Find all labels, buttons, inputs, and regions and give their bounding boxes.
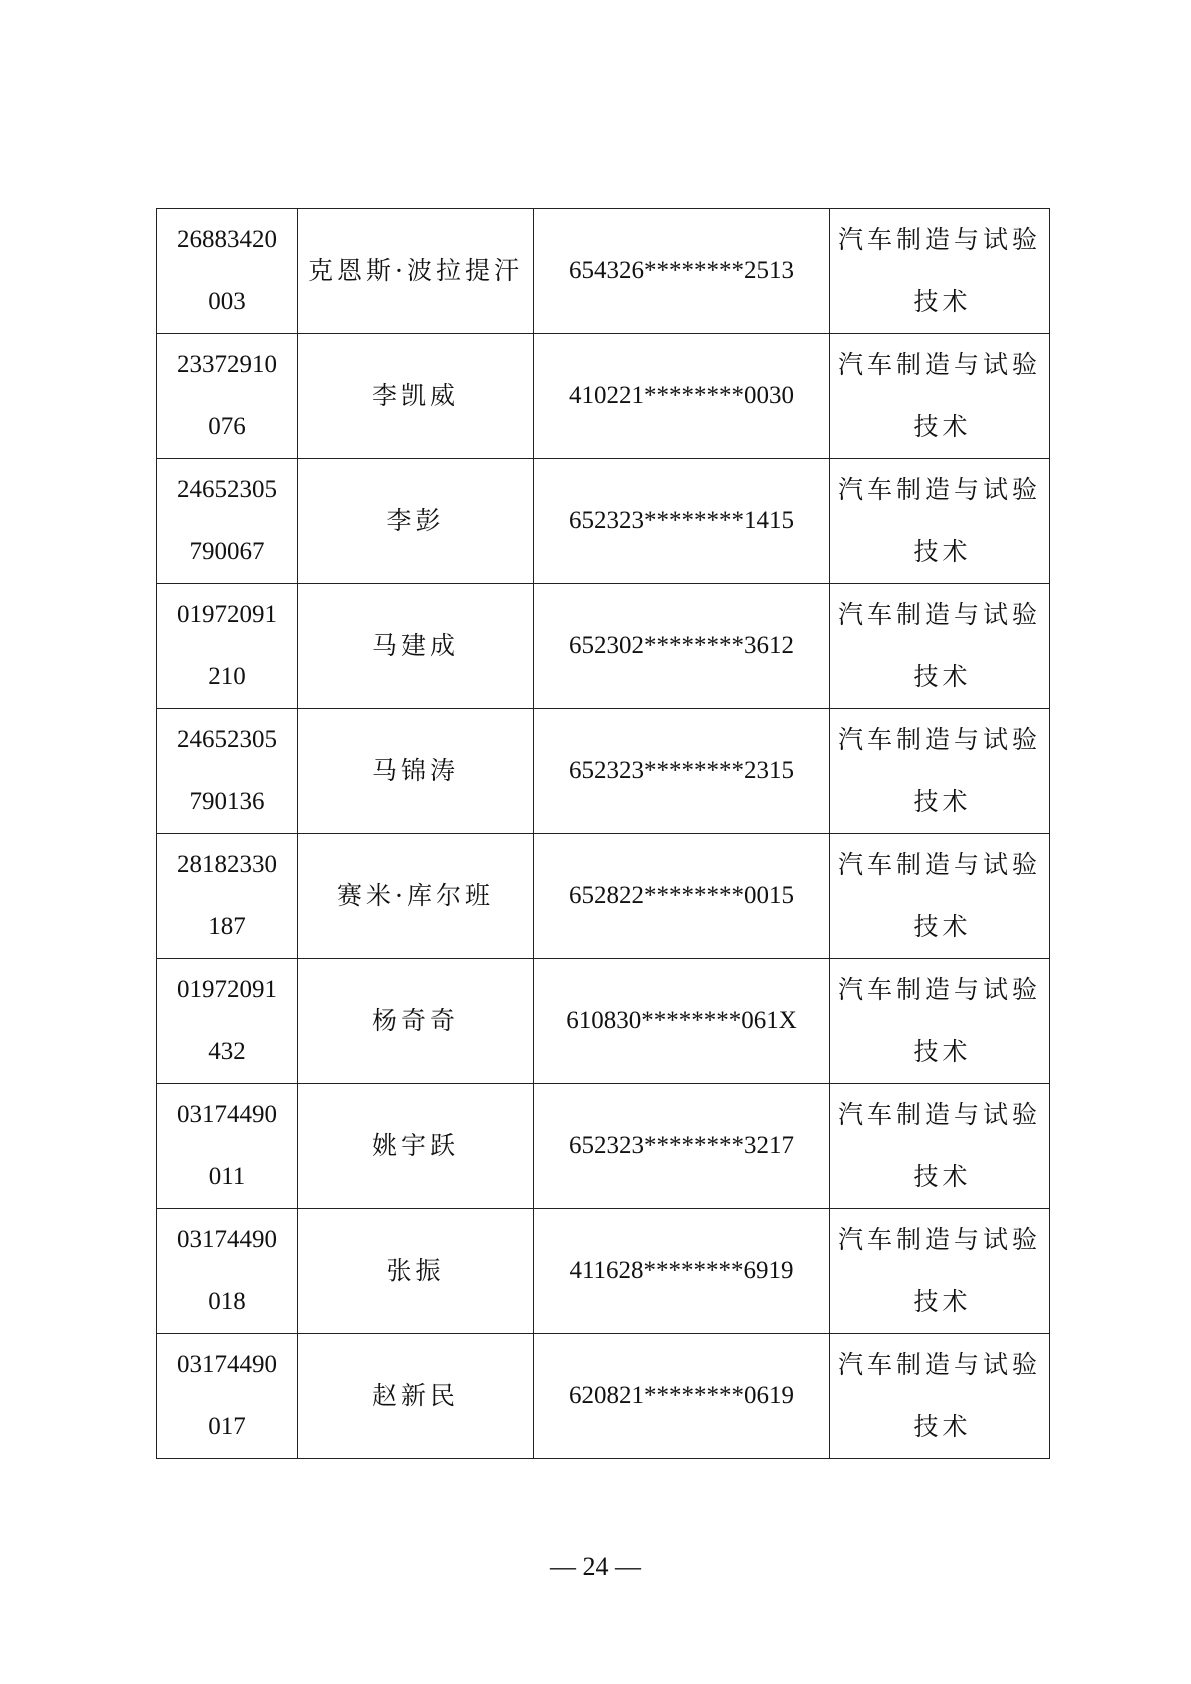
major-cell	[830, 1084, 1050, 1209]
table-row	[157, 334, 1050, 459]
exam-id-cell	[157, 959, 298, 1084]
exam-id-part1: 03174490	[177, 1351, 277, 1378]
exam-id-cell	[157, 459, 298, 584]
table-row	[157, 834, 1050, 959]
major-line2: 技术	[913, 662, 972, 691]
major-cell	[830, 584, 1050, 709]
table-row	[157, 209, 1050, 334]
major-line2: 技术	[913, 1162, 972, 1191]
major-cell	[830, 959, 1050, 1084]
exam-id-part2: 790067	[189, 538, 265, 565]
major-line1: 汽车制造与试验	[837, 1225, 1041, 1254]
table-row	[157, 584, 1050, 709]
table-row	[157, 1209, 1050, 1334]
major-line2: 技术	[913, 1412, 972, 1441]
table-row	[157, 1084, 1050, 1209]
exam-id-cell	[157, 334, 298, 459]
exam-id-part1: 23372910	[177, 351, 277, 378]
id-card-cell: 652323********2315	[534, 709, 830, 834]
exam-id-cell	[157, 709, 298, 834]
major-cell	[830, 1334, 1050, 1459]
table-row	[157, 459, 1050, 584]
major-line2: 技术	[913, 1287, 972, 1316]
major-line2: 技术	[913, 412, 972, 441]
major-line1: 汽车制造与试验	[837, 1350, 1041, 1379]
name-cell: 张振	[298, 1209, 534, 1334]
table-row	[157, 1334, 1050, 1459]
exam-id-cell	[157, 1209, 298, 1334]
id-card-cell: 652822********0015	[534, 834, 830, 959]
id-card-cell: 652323********3217	[534, 1084, 830, 1209]
table-row	[157, 959, 1050, 1084]
exam-id-part2: 017	[208, 1413, 246, 1440]
exam-id-part2: 210	[208, 663, 246, 690]
name-cell: 李彭	[298, 459, 534, 584]
name-cell: 杨奇奇	[298, 959, 534, 1084]
name-cell: 克恩斯·波拉提汗	[298, 209, 534, 334]
major-cell	[830, 1209, 1050, 1334]
exam-id-cell	[157, 584, 298, 709]
name-cell: 赛米·库尔班	[298, 834, 534, 959]
id-card-cell: 652302********3612	[534, 584, 830, 709]
name-cell: 姚宇跃	[298, 1084, 534, 1209]
major-line1: 汽车制造与试验	[837, 600, 1041, 629]
major-cell	[830, 834, 1050, 959]
major-line2: 技术	[913, 287, 972, 316]
major-line1: 汽车制造与试验	[837, 975, 1041, 1004]
major-line1: 汽车制造与试验	[837, 475, 1041, 504]
major-line2: 技术	[913, 912, 972, 941]
exam-id-part2: 003	[208, 288, 246, 315]
exam-id-part1: 01972091	[177, 976, 277, 1003]
exam-id-part1: 03174490	[177, 1226, 277, 1253]
major-line2: 技术	[913, 787, 972, 816]
major-line1: 汽车制造与试验	[837, 225, 1041, 254]
major-line1: 汽车制造与试验	[837, 725, 1041, 754]
student-table	[156, 208, 1050, 1459]
id-card-cell: 620821********0619	[534, 1334, 830, 1459]
exam-id-cell	[157, 834, 298, 959]
exam-id-part2: 432	[208, 1038, 246, 1065]
exam-id-part2: 187	[208, 913, 246, 940]
exam-id-cell	[157, 1334, 298, 1459]
major-line2: 技术	[913, 1037, 972, 1066]
major-cell	[830, 334, 1050, 459]
exam-id-part2: 076	[208, 413, 246, 440]
name-cell: 马锦涛	[298, 709, 534, 834]
major-line1: 汽车制造与试验	[837, 1100, 1041, 1129]
major-line1: 汽车制造与试验	[837, 350, 1041, 379]
exam-id-cell	[157, 1084, 298, 1209]
id-card-cell: 654326********2513	[534, 209, 830, 334]
table-row	[157, 709, 1050, 834]
exam-id-part1: 24652305	[177, 476, 277, 503]
exam-id-part2: 011	[208, 1163, 246, 1190]
name-cell: 李凯威	[298, 334, 534, 459]
exam-id-part2: 790136	[189, 788, 265, 815]
major-line1: 汽车制造与试验	[837, 850, 1041, 879]
id-card-cell: 410221********0030	[534, 334, 830, 459]
major-cell	[830, 709, 1050, 834]
name-cell: 赵新民	[298, 1334, 534, 1459]
major-cell	[830, 209, 1050, 334]
exam-id-cell	[157, 209, 298, 334]
id-card-cell: 610830********061X	[534, 959, 830, 1084]
page-number: — 24 —	[550, 1552, 641, 1581]
exam-id-part1: 01972091	[177, 601, 277, 628]
major-line2: 技术	[913, 537, 972, 566]
id-card-cell: 411628********6919	[534, 1209, 830, 1334]
exam-id-part1: 28182330	[177, 851, 277, 878]
name-cell: 马建成	[298, 584, 534, 709]
id-card-cell: 652323********1415	[534, 459, 830, 584]
exam-id-part2: 018	[208, 1288, 246, 1315]
exam-id-part1: 26883420	[177, 226, 277, 253]
exam-id-part1: 24652305	[177, 726, 277, 753]
major-cell	[830, 459, 1050, 584]
exam-id-part1: 03174490	[177, 1101, 277, 1128]
